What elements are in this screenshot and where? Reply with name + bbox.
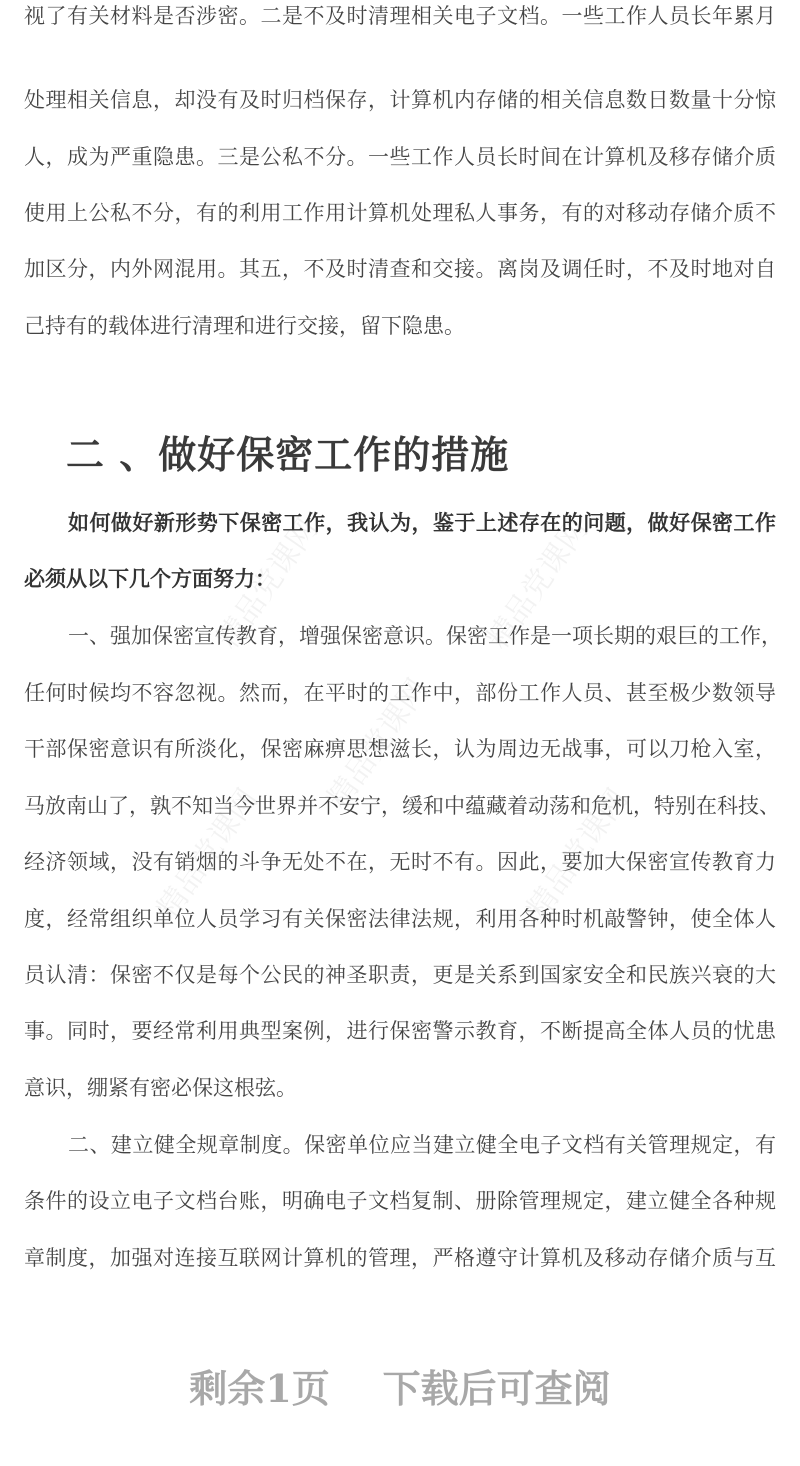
text-line: 意识，绷紧有密必保这根弦。 [24, 1076, 297, 1100]
text-line: 度，经常组织单位人员学习有关保密法律法规，利用各种时机敲警钟，使全体人 [24, 907, 776, 931]
section-heading: 二 、做好保密工作的措施 [66, 433, 510, 477]
text-line: 必须从以下几个方面努力： [24, 567, 276, 591]
text-line: 事。同时，要经常利用典型案例，进行保密警示教育，不断提高全体人员的忧患 [24, 1019, 776, 1043]
text-line: 视了有关材料是否涉密。二是不及时清理相关电子文档。一些工作人员长年累月 [24, 4, 776, 28]
text-line: 一、强加保密宣传教育，增强保密意识。保密工作是一项长期的艰巨的工作， [68, 624, 782, 648]
text-line: 二、建立健全规章制度。保密单位应当建立健全电子文档有关管理规定，有 [68, 1133, 776, 1157]
text-line: 使用上公私不分，有的利用工作用计算机处理私人事务，有的对移动存储介质不 [24, 201, 776, 225]
text-line: 处理相关信息，却没有及时归档保存，计算机内存储的相关信息数日数量十分惊 [24, 88, 776, 112]
text-line: 己持有的载体进行清理和进行交接，留下隐患。 [24, 314, 465, 338]
text-line: 人，成为严重隐患。三是公私不分。一些工作人员长时间在计算机及移存储介质 [24, 145, 776, 169]
watermark-text: 精品党课网 [520, 782, 636, 926]
watermark-text: 精品党课网 [480, 512, 596, 656]
text-line: 任何时候均不容忽视。然而，在平时的工作中，部份工作人员、甚至极少数领导 [24, 681, 776, 705]
text-line: 加区分，内外网混用。其五，不及时清查和交接。离岗及调任时，不及时地对自 [24, 257, 776, 281]
watermark-text: 精品党课网 [320, 672, 436, 816]
text-line: 员认清：保密不仅是每个公民的神圣职责，更是关系到国家安全和民族兴衰的大 [24, 963, 776, 987]
text-line: 经济领域，没有销烟的斗争无处不在，无时不有。因此，要加大保密宣传教育力 [24, 850, 776, 874]
text-line: 章制度，加强对连接互联网计算机的管理，严格遵守计算机及移动存储介质与互 [24, 1246, 776, 1270]
text-line: 干部保密意识有所淡化，保密麻痹思想滋长，认为周边无战事，可以刀枪入室， [24, 737, 776, 761]
download-prompt[interactable]: 剩余1页 下载后可查阅 [189, 1366, 611, 1411]
text-line: 条件的设立电子文档台账，明确电子文档复制、册除管理规定，建立健全各种规 [24, 1189, 776, 1213]
watermark-text: 精品党课网 [210, 512, 326, 656]
watermark-text: 精品党课网 [150, 782, 266, 926]
text-line: 马放南山了，孰不知当今世界并不安宁，缓和中蕴藏着动荡和危机，特别在科技、 [24, 794, 780, 818]
text-line: 如何做好新形势下保密工作，我认为，鉴于上述存在的问题，做好保密工作 [68, 511, 776, 535]
